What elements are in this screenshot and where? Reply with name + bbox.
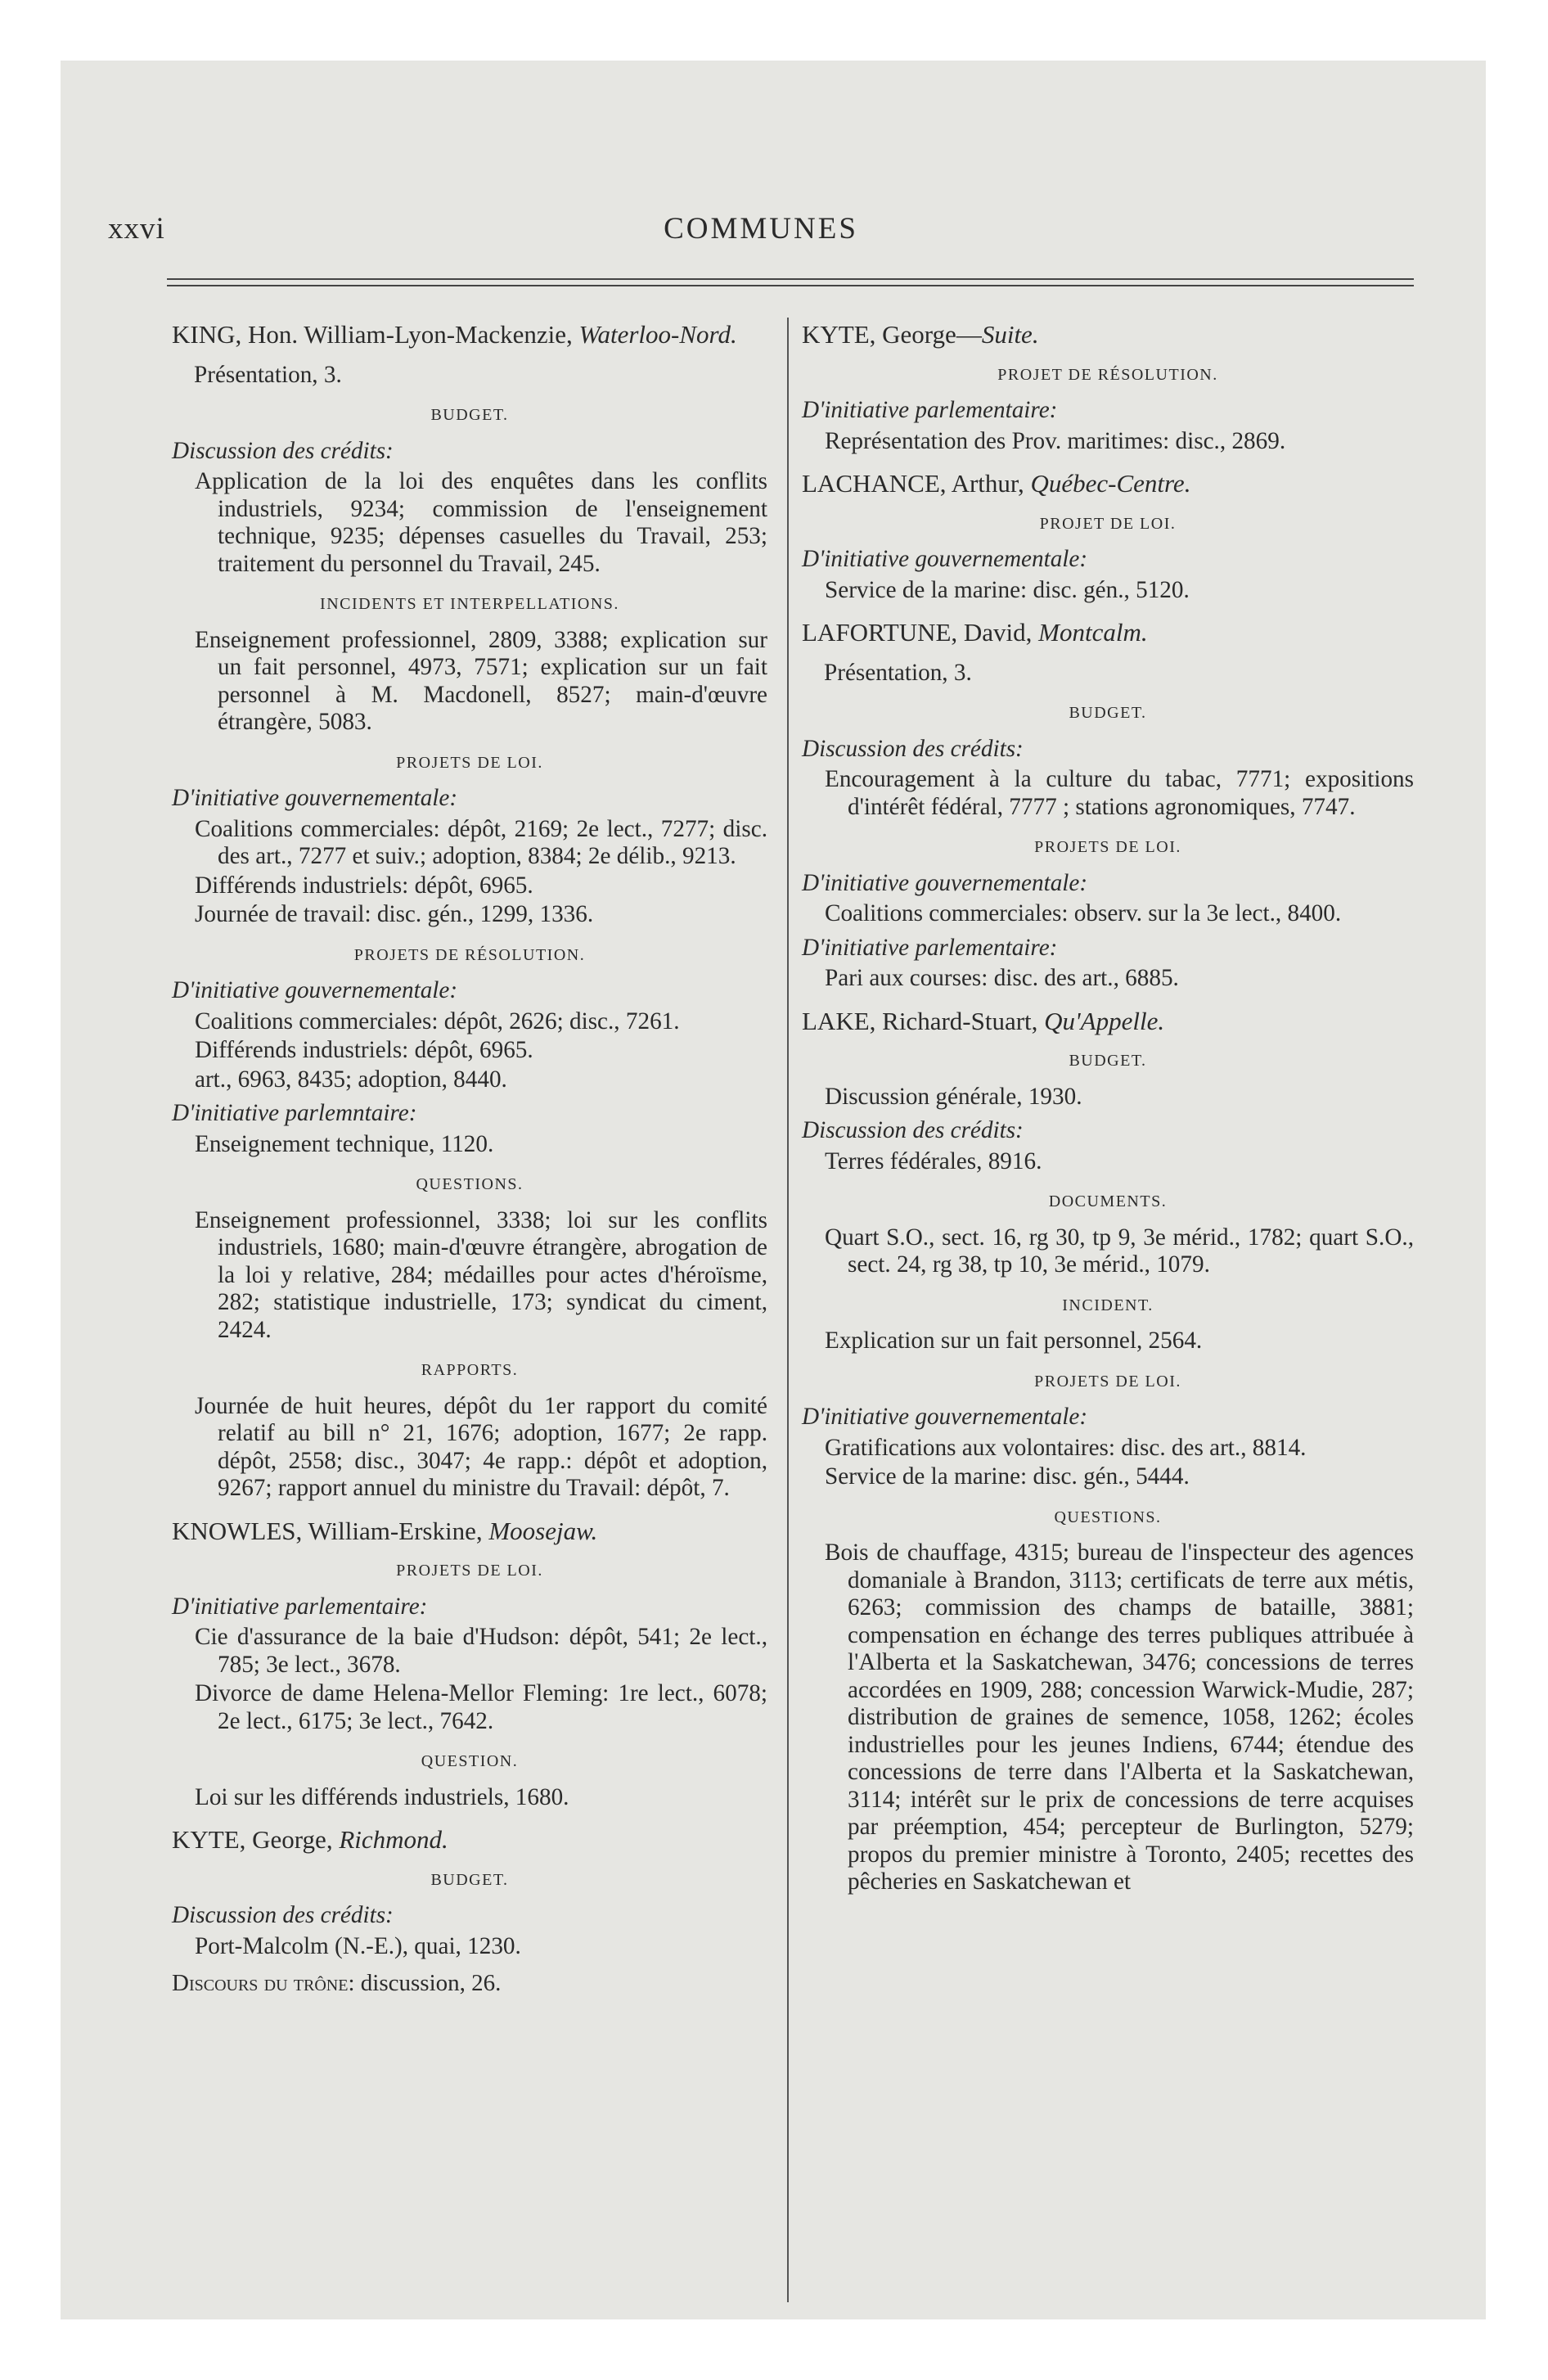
section-heading: RAPPORTS. — [421, 1361, 519, 1379]
subheading: D'initiative gouvernementale: — [172, 785, 458, 811]
index-entry: Service de la marine: disc. gén., 5120. — [825, 576, 1190, 603]
section-heading: PROJETS DE LOI. — [1034, 1372, 1181, 1391]
section-heading: BUDGET. — [430, 1870, 509, 1889]
index-entry: Représentation des Prov. maritimes: disc., 2869. — [825, 427, 1286, 454]
index-entry: Loi sur les différends industriels, 1680. — [195, 1783, 569, 1810]
subheading: D'initiative parlementaire: — [802, 934, 1058, 961]
index-entry: Bois de chauffage, 4315; bureau de l'inspecteur des agences domaniale à Brandon, 3113; certificats de terre aux métis, 6263; commission des champs de bataille, 3881; compensation en échange des terres publiques attribuée à l'Alberta et la Saskatchewan, 3476; concessions de terres accordées en 1909, 288; concession Warwick-Mudie, 287; distribution de graines de semence, 1058, 1262; écoles industrielles pour les jeunes Indiens, 6744; étendue des concessions de terre dans l'Alberta et la Saskatchewan, 3114; intérêt sur le prix de concessions de terre acquises par préemption, 454; percepteur de Burlington, 5279; propos du premier ministre à Toronto, 2405; recettes des pêcheries en Saskatchewan et — [825, 1539, 1414, 1895]
index-entry: Coalitions commerciales: dépôt, 2626; disc., 7261. — [195, 1007, 680, 1034]
index-entry: Journée de huit heures, dépôt du 1er rapport du comité relatif au bill n° 21, 1676; adoption, 1677; 2e rapp. dépôt, 2558; disc., 3047; 4e rapp.: dépôt et adoption, 9267; rapport annuel du ministre du Travail: dépôt, 7. — [195, 1392, 767, 1501]
entry-name-kyte-suite: KYTE, George—Suite. — [802, 320, 1039, 349]
subheading: Discussion des crédits: — [802, 735, 1024, 762]
index-entry: Explication sur un fait personnel, 2564. — [825, 1327, 1203, 1354]
left-column — [172, 321, 767, 2011]
index-entry: Coalitions commerciales: observ. sur la 3e lect., 8400. — [825, 900, 1342, 926]
section-heading: QUESTIONS. — [416, 1175, 524, 1193]
section-heading: PROJETS DE LOI. — [1034, 838, 1181, 856]
page-number: xxvi — [108, 212, 165, 246]
subheading: D'initiative parlementaire: — [172, 1593, 428, 1620]
entry-name-kyte: KYTE, George, Richmond. — [172, 1825, 448, 1854]
page-title: COMMUNES — [664, 212, 858, 246]
subheading: D'initiative gouvernementale: — [172, 977, 458, 1003]
subheading: Discussion des crédits: — [172, 1902, 394, 1928]
subheading: D'initiative parlemntaire: — [172, 1100, 417, 1126]
subheading: Discussion des crédits: — [802, 1117, 1024, 1143]
index-entry: Différends industriels: dépôt, 6965. — [195, 1037, 533, 1063]
section-heading: QUESTION. — [421, 1752, 519, 1770]
index-entry: Enseignement technique, 1120. — [195, 1130, 494, 1157]
index-entry: Encouragement à la culture du tabac, 7771; expositions d'intérêt fédéral, 7777 ; stations agronomiques, 7747. — [825, 766, 1414, 820]
index-entry: Terres fédérales, 8916. — [825, 1147, 1042, 1174]
right-column — [802, 321, 1414, 1898]
index-entry: Application de la loi des enquêtes dans les conflits industriels, 9234; commission de l'enseignement technique, 9235; dépenses casuelles du Travail, 253; traitement du personnel du Travail, 245. — [195, 468, 767, 577]
section-heading: PROJET DE RÉSOLUTION. — [997, 365, 1218, 384]
section-heading: PROJET DE LOI. — [1039, 514, 1177, 533]
subheading: D'initiative gouvernementale: — [802, 869, 1088, 896]
section-heading: INCIDENT. — [1062, 1296, 1154, 1314]
index-entry: Service de la marine: disc. gén., 5444. — [825, 1463, 1190, 1490]
page-header — [108, 211, 1414, 244]
subheading: D'initiative parlementaire: — [802, 397, 1058, 423]
presentation: Présentation, 3. — [824, 659, 972, 686]
entry-name-lake: LAKE, Richard-Stuart, Qu'Appelle. — [802, 1006, 1165, 1035]
section-heading: PROJETS DE LOI. — [396, 1562, 543, 1580]
index-entry: Discussion générale, 1930. — [825, 1083, 1082, 1110]
section-heading: PROJETS DE RÉSOLUTION. — [353, 945, 586, 964]
section-heading: BUDGET. — [430, 406, 509, 424]
subheading: D'initiative gouvernementale: — [802, 1404, 1088, 1430]
section-heading: BUDGET. — [1069, 704, 1147, 722]
entry-name-knowles: KNOWLES, William-Erskine, Moosejaw. — [172, 1516, 598, 1545]
index-entry: Divorce de dame Helena-Mellor Fleming: 1re lect., 6078; 2e lect., 6175; 3e lect., 7642. — [195, 1680, 767, 1734]
discours-entry: Discours du trône: discussion, 26. — [172, 1970, 502, 1996]
index-entry: Coalitions commerciales: dépôt, 2169; 2e lect., 7277; disc. des art., 7277 et suiv.; adoption, 8384; 2e délib., 9213. — [195, 815, 767, 869]
entry-name-king: KING, Hon. William-Lyon-Mackenzie, Waterloo-Nord. — [172, 320, 737, 349]
entry-name-lafortune: LAFORTUNE, David, Montcalm. — [802, 618, 1148, 647]
index-entry: art., 6963, 8435; adoption, 8440. — [195, 1066, 507, 1093]
index-entry: Port-Malcolm (N.-E.), quai, 1230. — [195, 1932, 521, 1959]
section-heading: BUDGET. — [1069, 1052, 1147, 1070]
column-divider — [787, 318, 789, 2302]
section-heading: INCIDENTS ET INTERPELLATIONS. — [320, 595, 619, 613]
section-heading: PROJETS DE LOI. — [396, 753, 543, 772]
subheading: Discussion des crédits: — [172, 437, 394, 464]
entry-name-lachance: LACHANCE, Arthur, Québec-Centre. — [802, 469, 1191, 498]
header-rule — [167, 278, 1414, 286]
subheading: D'initiative gouvernementale: — [802, 546, 1088, 572]
index-entry: Cie d'assurance de la baie d'Hudson: dépôt, 541; 2e lect., 785; 3e lect., 3678. — [195, 1624, 767, 1678]
section-heading: DOCUMENTS. — [1048, 1192, 1168, 1210]
index-entry: Enseignement professionnel, 2809, 3388; explication sur un fait personnel, 4973, 7571; explication sur un fait personnel à M. Macdonell, 8527; main-d'œuvre étrangère, 5083. — [195, 626, 767, 735]
presentation: Présentation, 3. — [194, 361, 342, 388]
index-entry: Enseignement professionnel, 3338; loi sur les conflits industriels, 1680; main-d'œuvre étrangère, abrogation de la loi y relative, 284; médailles pour actes d'héroïsme, 282; statistique industrielle, 173; syndicat du ciment, 2424. — [195, 1206, 767, 1343]
index-entry: Quart S.O., sect. 16, rg 30, tp 9, 3e mérid., 1782; quart S.O., sect. 24, rg 38, tp 10, 3e mérid., 1079. — [825, 1224, 1414, 1278]
index-entry: Pari aux courses: disc. des art., 6885. — [825, 965, 1179, 991]
section-heading: QUESTIONS. — [1054, 1508, 1162, 1526]
index-entry: Gratifications aux volontaires: disc. des art., 8814. — [825, 1434, 1307, 1461]
index-entry: Différends industriels: dépôt, 6965. — [195, 872, 533, 899]
index-entry: Journée de travail: disc. gén., 1299, 1336. — [195, 901, 594, 927]
